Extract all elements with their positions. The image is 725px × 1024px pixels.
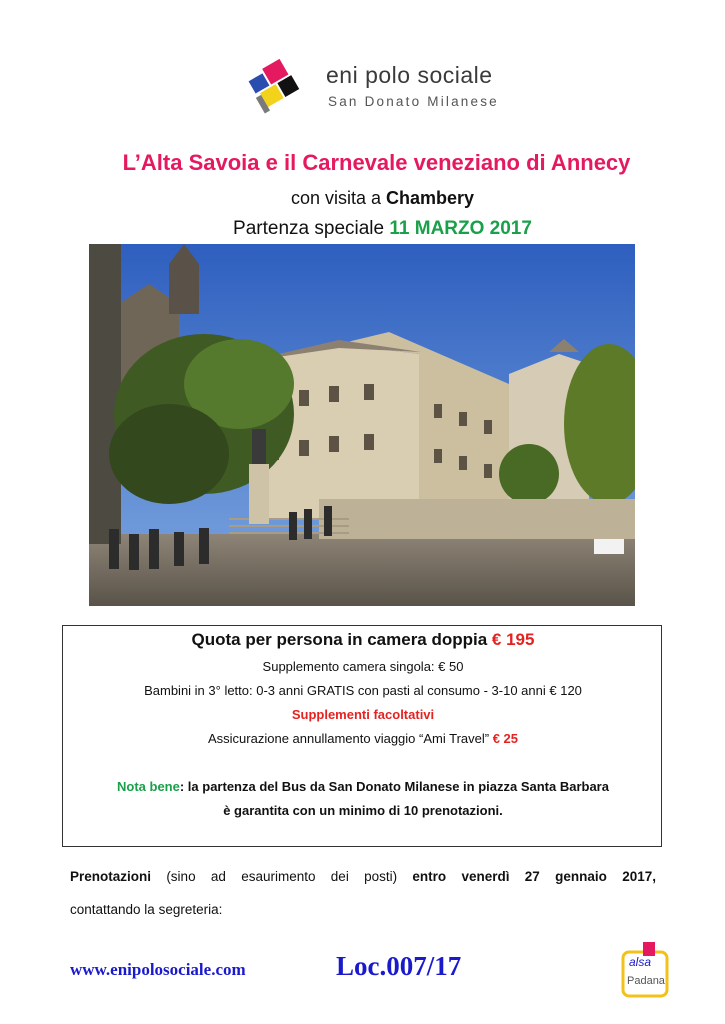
single-supplement: Supplemento camera singola: € 50 xyxy=(262,659,464,674)
location-code: Loc.007/17 xyxy=(336,951,462,981)
note-text: : la partenza del Bus da San Donato Milanese in piazza Santa Barbara xyxy=(179,779,609,794)
optional-supplements-title: Supplementi facoltativi xyxy=(291,707,435,722)
offer-box xyxy=(62,625,662,847)
page-subtitle xyxy=(0,188,725,209)
departure-date: 11 MARZO 2017 xyxy=(389,218,532,239)
booking-word: entro xyxy=(412,869,447,884)
subtitle-prefix: con visita a xyxy=(290,188,386,208)
departure-line xyxy=(0,218,725,240)
booking-word: esaurimento xyxy=(241,869,316,884)
booking-word: ad xyxy=(210,869,226,884)
logo-mark-icon xyxy=(246,55,312,121)
booking-word: 27 xyxy=(524,869,540,884)
logo-subtitle: San Donato Milanese xyxy=(328,94,499,109)
website-link[interactable]: www.enipolosociale.com xyxy=(70,960,246,979)
note-label: Nota bene xyxy=(117,779,180,794)
page-title: L’Alta Savoia e il Carnevale veneziano di Annecy xyxy=(122,150,631,175)
booking-word: gennaio xyxy=(555,869,607,884)
booking-word: venerdì xyxy=(461,869,510,884)
agency-logo-icon xyxy=(615,940,675,1000)
logo-name: eni polo sociale xyxy=(326,62,493,88)
note-line-2: è garantita con un minimo di 10 prenotazioni. xyxy=(223,803,503,818)
insurance-label: Assicurazione annullamento viaggio “Ami Travel” xyxy=(208,731,493,746)
quota-label: Quota per persona in camera doppia xyxy=(191,630,492,649)
children-pricing: Bambini in 3° letto: 0-3 anni GRATIS con pasti al consumo - 3-10 anni € 120 xyxy=(144,683,582,698)
booking-line-2: contattando la segreteria: xyxy=(70,902,223,917)
note-line xyxy=(63,779,663,794)
booking-word: (sino xyxy=(166,869,196,884)
quota-line xyxy=(63,630,663,650)
booking-line xyxy=(70,869,656,884)
booking-word: dei xyxy=(330,869,349,884)
insurance-price: € 25 xyxy=(492,731,518,746)
svg-text:Padana: Padana xyxy=(627,975,665,987)
svg-text:alsa: alsa xyxy=(629,955,652,969)
quota-price: € 195 xyxy=(491,630,535,649)
castle-photo xyxy=(89,244,635,606)
booking-label: Prenotazioni xyxy=(70,869,152,884)
booking-word: posti) xyxy=(364,869,398,884)
booking-word: 2017, xyxy=(622,869,656,884)
departure-prefix: Partenza speciale xyxy=(233,218,390,239)
subtitle-city: Chambery xyxy=(386,188,475,208)
insurance-line xyxy=(63,731,663,746)
